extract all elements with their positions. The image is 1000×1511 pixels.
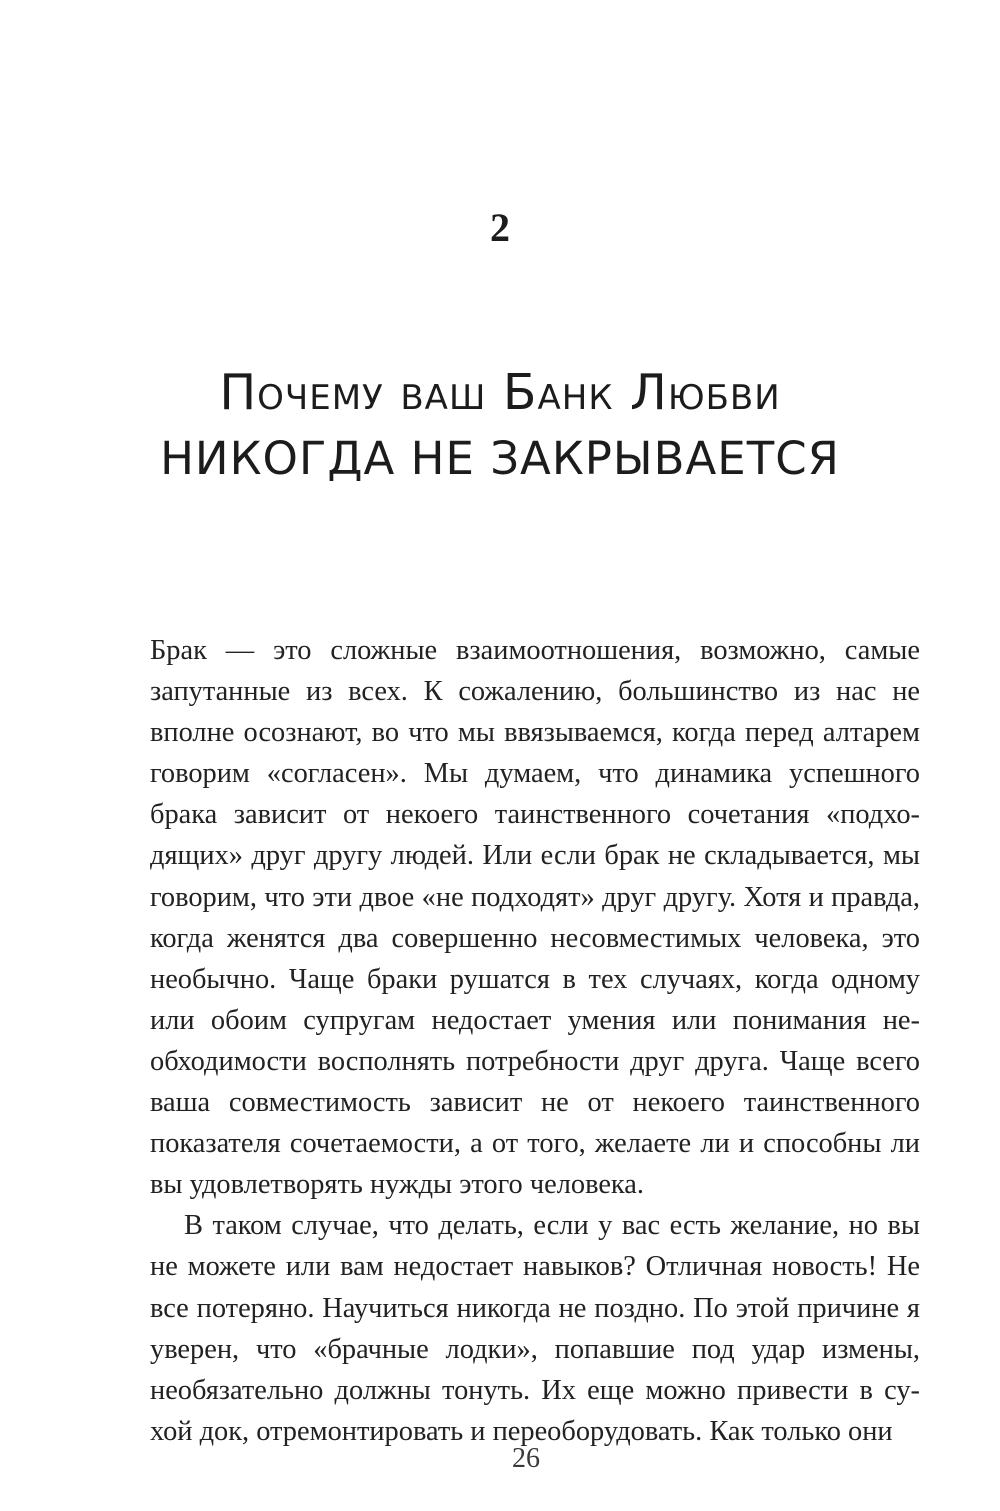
page-number: 26 xyxy=(512,1443,540,1474)
chapter-title xyxy=(0,360,1000,492)
chapter-title-line-2: НИКОГДА НЕ ЗАКРЫВАЕТСЯ xyxy=(160,432,840,485)
body-text xyxy=(150,630,920,1452)
chapter-title-line-1: Почему ваш Банк Любви xyxy=(219,364,781,421)
paragraph: В таком случае, что делать, если у вас есть желание, но вы не можете или вам недостает навыков? Отличная новость! Не все потеряно. Научиться никогда не поздно. По этой причине я уверен, что «брачные лодки», попавшие под удар измены, необязательно должны тонуть. Их еще можно привести в сухой док, отремонтировать и переоборудовать. Как только они xyxy=(150,1210,920,1447)
chapter-number: 2 xyxy=(490,205,510,250)
paragraph: Брак — это сложные взаимоотношения, возможно, самые запутанные из всех. К сожалению, большинство из нас не вполне осознают, во что мы ввязываемся, когда перед алтарем говорим «согласен». Мы думаем, что динамика успешного брака зависит от некоего таинственного сочетания «подходящих» друг другу людей. Или если брак не складывается, мы говорим, что эти двое «не подходят» друг другу. Хотя и правда, когда женятся два совершенно несовместимых человека, это необычно. Чаще браки рушатся в тех случаях, когда одному или обоим супругам недостает умения или понимания необходимости восполнять потребности друг друга. Чаще всего ваша совместимость зависит не от некоего таинственного показателя сочетаемости, а от того, желаете ли и способны ли вы удовлетворять нужды этого человека. xyxy=(150,635,920,1201)
